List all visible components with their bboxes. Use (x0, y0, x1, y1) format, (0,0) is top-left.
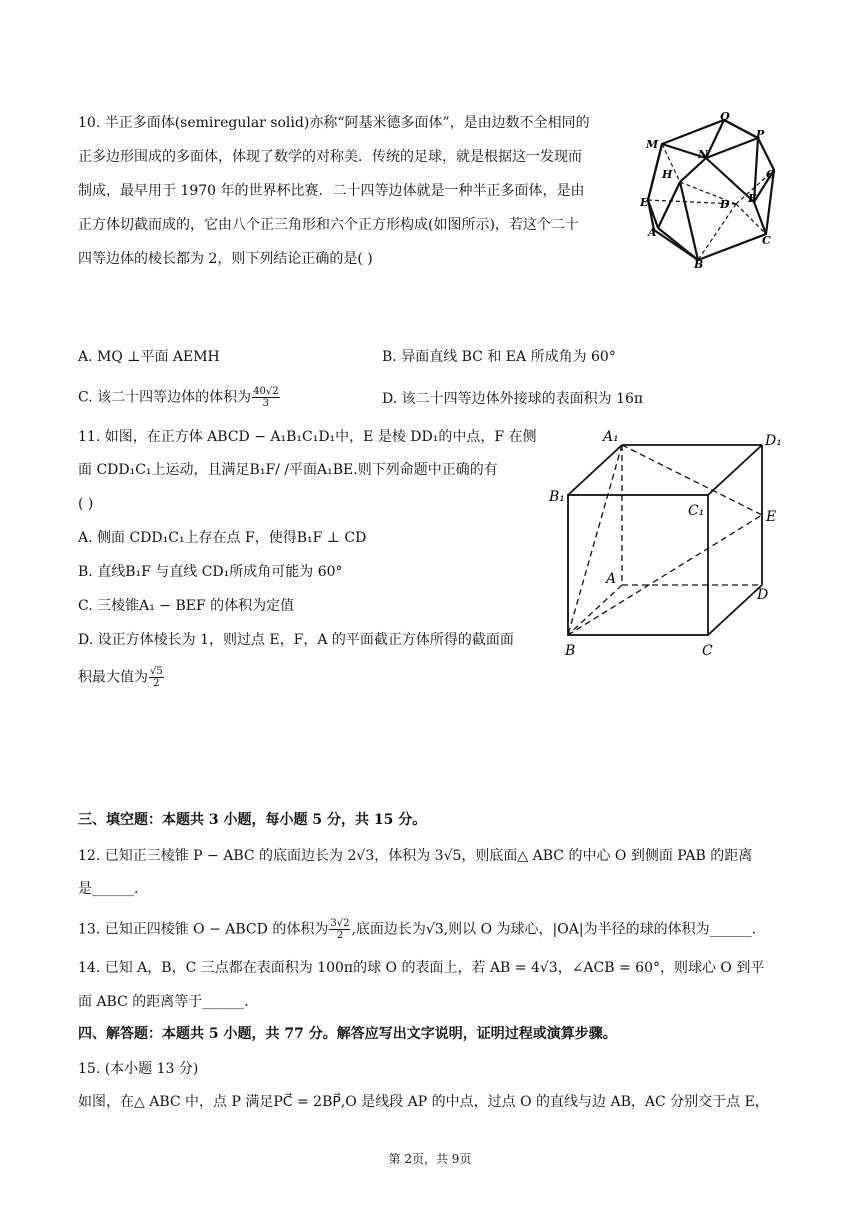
label-M: M (646, 138, 659, 151)
label-P: P (756, 128, 765, 141)
label-N: N (698, 148, 709, 161)
q13-text-suffix: ,底面边长为√3,则以 O 为球心，|OA|为半径的球的体积为______. (351, 921, 757, 938)
q11-option-d-cont (78, 666, 165, 689)
q12-line-2: 是______. (78, 881, 139, 897)
label-B: B (694, 258, 704, 268)
q11-line-1: 11. 如图，在正方体 ABCD − A₁B₁C₁D₁中，E 是棱 DD₁的中点，F 在侧 (78, 429, 537, 445)
q11-line-2: 面 CDD₁C₁上运动，且满足B₁F/ /平面A₁BE.则下列命题中正确的有 (78, 462, 498, 478)
label-C: C (702, 643, 713, 659)
q11-line-3: ( ) (78, 496, 94, 512)
q10-line-4: 正方体切截而成的，它由八个正三角形和六个正方形构成(如图所示)，若这个二十 (78, 217, 579, 233)
q11-option-c: C. 三棱锥A₁ − BEF 的体积为定值 (78, 598, 295, 614)
q10-option-b: B. 异面直线 BC 和 EA 所成角为 60° (382, 349, 616, 365)
label-A1: A₁ (603, 429, 619, 445)
q10-option-c-fraction (252, 386, 279, 409)
label-D: D (720, 198, 730, 211)
fraction-denominator: 2 (153, 678, 160, 689)
label-F: F (748, 192, 756, 205)
section-4-heading: 四、解答题：本题共 5 小题，共 77 分。解答应写出文字说明，证明过程或演算步骤。 (78, 1026, 617, 1042)
q15-line-1: 如图，在△ ABC 中，点 P 满足PC⃗ = 2BP⃗,O 是线段 AP 的中点，过点 O 的直线与边 AB，AC 分别交于点 E， (78, 1094, 769, 1110)
label-C: C (762, 234, 771, 247)
label-D1: D₁ (765, 433, 782, 449)
q11-cube-figure (545, 425, 795, 660)
page-footer: 第 2页，共 9页 (388, 1152, 472, 1166)
section-3-heading: 三、填空题：本题共 3 小题，每小题 5 分，共 15 分。 (78, 812, 427, 828)
q10-option-d: D. 该二十四等边体外接球的表面积为 16π (382, 391, 644, 407)
fraction-denominator: 2 (336, 930, 344, 941)
q13-text-prefix: 13. 已知正四棱锥 O − ABCD 的体积为 (78, 921, 329, 938)
label-A: A (606, 571, 617, 587)
label-C1: C₁ (688, 503, 705, 519)
q10-polyhedron-figure (640, 108, 780, 268)
q10-line-5: 四等边体的棱长都为 2，则下列结论正确的是( ) (78, 251, 373, 267)
q10-line-2: 正多边形围成的多面体，体现了数学的对称美．传统的足球，就是根据这一发现而 (78, 149, 582, 165)
q10-option-c-text: C. 该二十四等边体的体积为 (78, 389, 252, 406)
q10-option-c (78, 386, 281, 409)
label-B1: B₁ (549, 489, 565, 505)
q15-header: 15. (本小题 13 分) (78, 1061, 199, 1077)
fraction-numerator: √5 (150, 666, 163, 677)
label-G: G (766, 168, 776, 181)
label-D: D (757, 587, 769, 603)
q14-line-2: 面 ABC 的距离等于______. (78, 994, 249, 1010)
q13-fraction (329, 918, 350, 941)
q11-option-d: D. 设正方体棱长为 1，则过点 E，F，A 的平面截正方体所得的截面面 (78, 632, 514, 648)
label-B: B (565, 643, 576, 659)
label-Q: Q (720, 110, 730, 123)
label-A: A (648, 226, 657, 239)
label-E: E (640, 196, 649, 209)
fraction-numerator: 3√2 (330, 918, 350, 929)
q10-line-3: 制成，最早用于 1970 年的世界杯比赛．二十四等边体就是一种半正多面体，是由 (78, 183, 585, 199)
q11-option-a: A. 侧面 CDD₁C₁上存在点 F，使得B₁F ⊥ CD (78, 530, 367, 546)
fraction-denominator: 3 (262, 398, 270, 409)
q10-option-a: A. MQ ⊥平面 AEMH (78, 349, 220, 365)
q14-line-1: 14. 已知 A，B，C 三点都在表面积为 100π的球 O 的表面上，若 AB = 4√3，∠ACB = 60°，则球心 O 到平 (78, 960, 765, 976)
q11-option-d-text: 积最大值为 (78, 669, 148, 686)
q11-option-d-fraction (149, 666, 164, 689)
q12-line-1: 12. 已知正三棱锥 P − ABC 的底面边长为 2√3，体积为 3√5，则底面△ ABC 的中心 O 到侧面 PAB 的距离 (78, 848, 753, 864)
q11-option-b: B. 直线B₁F 与直线 CD₁所成角可能为 60° (78, 564, 343, 580)
q13 (78, 918, 756, 941)
label-E: E (766, 509, 777, 525)
q10-line-1: 10. 半正多面体(semiregular solid)亦称“阿基米德多面体”，是由边数不全相同的 (78, 115, 590, 131)
label-H: H (662, 168, 673, 181)
fraction-numerator: 40√2 (253, 386, 279, 397)
